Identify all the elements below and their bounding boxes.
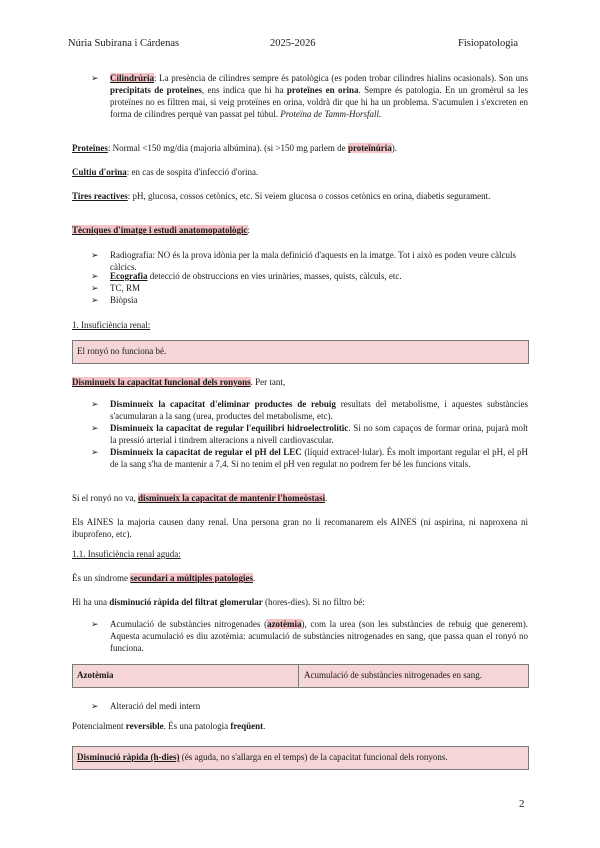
header-subject: Fisiopatologia xyxy=(458,38,519,49)
ronyo-callout-text: El ronyó no funciona bé. xyxy=(77,346,167,356)
disminueix-item-hidroelectrolitic: Disminueix la capacitat de regular l'equilibri hidroelectrolític. Si no som capaços de formar orina, pujarà molt la pressió arterial i tindrem alteracions a nivell cardiovascular. xyxy=(110,423,528,445)
acumulacio-item: Acumulació de substàncies nitrogenades (azotèmia), com la urea (son les substàncies de rebuig que generem). Aquesta acumulació es diu azotèmia: acumulació de substàncies nitrogenades en sang, que passa quan el ronyó no funciona. xyxy=(110,619,528,653)
tecniques-item-radiografia: Radiografia: NO és la prova idònia per la mala definició d'aquests en la imatge. Tot i això es poden veure càlculs càlcics. xyxy=(110,250,516,272)
bullet-arrow-icon: ➢ xyxy=(91,399,99,409)
page-number: 2 xyxy=(519,798,525,810)
bullet-arrow-icon: ➢ xyxy=(91,619,99,629)
bullet-arrow-icon: ➢ xyxy=(91,701,99,711)
azotemia-table-term: Azotèmia xyxy=(77,670,114,680)
bullet-arrow-icon: ➢ xyxy=(91,423,99,433)
cilindruria-paragraph: Cilindrúria: La presència de cilindres sempre és patològica (es poden trobar cilindres hialins ocasionals). Son uns precipitats de proteïnes, ens indica que hi ha proteïnes en orina. Sempre és patologia. En un gromèrul sa les proteïnes no es filtren mai, si veig proteïnes en orina, voldrà dir que hi ha un problema. S'acumulen i s'excreten en forma de cilindres perquè van passat pel túbul. Proteïna de Tamm-Horsfall. xyxy=(110,73,528,119)
bullet-arrow-icon: ➢ xyxy=(91,283,99,293)
tecniques-item-tc: TC, RM xyxy=(110,283,141,293)
disminucio-callout-text: Disminució ràpida (h-dies) (és aguda, no s'allarga en el temps) de la capacitat funcional dels ronyons. xyxy=(77,752,448,762)
filtrat-paragraph: Hi ha una disminució ràpida del filtrat glomerular (hores-dies). Si no filtro bé: xyxy=(72,597,365,607)
section-1-title: 1. Insuficiència renal: xyxy=(72,320,151,330)
homeostasi-paragraph: Si el ronyó no va, disminueix la capacitat de mantenir l'homeòstasi. xyxy=(72,493,328,503)
proteines-paragraph: Proteïnes: Normal <150 mg/dia (majoria albúmina). (si >150 mg parlem de proteïnúria). xyxy=(72,143,398,153)
header-author: Núria Subirana i Cárdenas xyxy=(68,38,180,49)
tires-paragraph: Tires reactives: pH, glucosa, cossos cetònics, etc. Si veiem glucosa o cossos cetònics en orina, diabetis segurament. xyxy=(72,191,491,201)
reversible-paragraph: Potencialment reversible. És una patologia freqüent. xyxy=(72,721,266,731)
bullet-arrow-icon: ➢ xyxy=(91,271,99,281)
section-1-1-title: 1.1. Insuficiència renal aguda: xyxy=(72,549,181,559)
disminueix-item-ph: Disminueix la capacitat de regular el pH del LEC (líquid extracel·lular). És molt important regular el pH, el pH de la sang s'ha de mantenir a 7,4. Si no tenim el pH ven regulat no podrem fer bé les funcions vitals. xyxy=(110,447,528,469)
tecniques-heading: Tècniques d'imatge i estudi anatomopatològic: xyxy=(72,225,251,235)
bullet-arrow-icon: ➢ xyxy=(91,250,99,260)
aines-paragraph: Els AINES la majoria causen dany renal. Una persona gran no li recomanarem els AINES (ni aspirina, ni naproxena ni ibuprofeno, etc). xyxy=(72,517,528,539)
alteracio-item: Alteració del medi intern xyxy=(110,701,201,711)
azotemia-table-definition: Acumulació de substàncies nitrogenades en sang. xyxy=(304,670,482,680)
disminueix-item-rebuig: Disminueix la capacitat d'eliminar productes de rebuig resultats del metabolisme, i aquestes substàncies s'acumularan a la sang (urea, productes del metabolisme, etc). xyxy=(110,399,528,421)
azotemia-table-divider xyxy=(298,664,299,688)
bullet-arrow-icon: ➢ xyxy=(91,447,99,457)
tecniques-item-ecografia: Ecografia detecció de obstruccions en vies urinàries, masses, quists, càlculs, etc. xyxy=(110,271,402,281)
header-year: 2025-2026 xyxy=(270,38,316,49)
bullet-arrow-icon: ➢ xyxy=(91,73,99,83)
bullet-arrow-icon: ➢ xyxy=(91,295,99,305)
sindrome-paragraph: És un síndrome secundari a múltiples patologies. xyxy=(72,573,256,583)
tecniques-item-biopsia: Biòpsia xyxy=(110,295,138,305)
cultiu-paragraph: Cultiu d'orina: en cas de sospita d'infecció d'orina. xyxy=(72,167,259,177)
disminueix-paragraph: Disminueix la capacitat funcional dels ronyons. Per tant, xyxy=(72,377,286,387)
